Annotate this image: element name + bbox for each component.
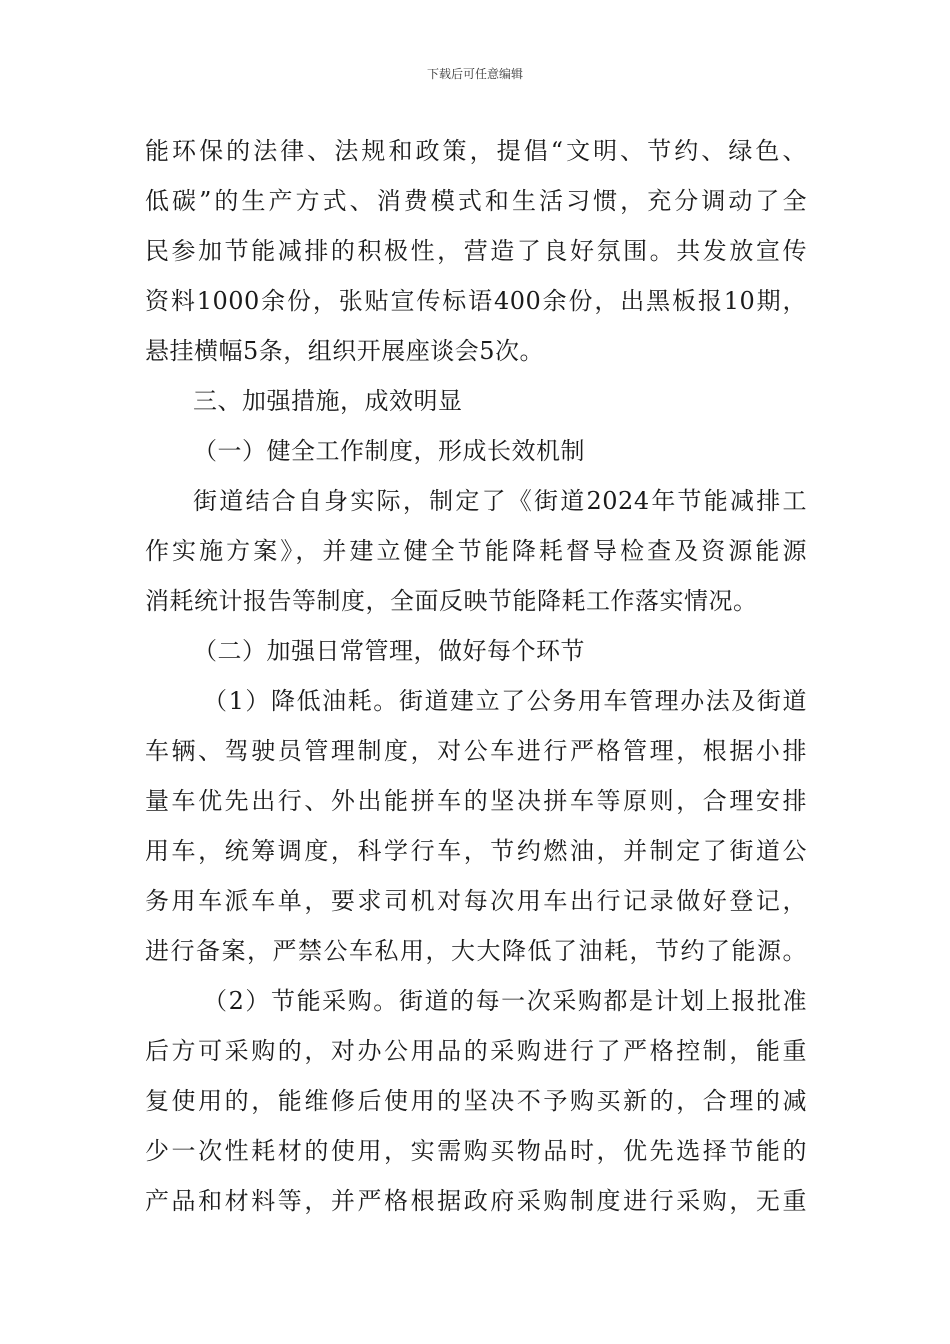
paragraph-end-line: 悬挂横幅5条，组织开展座谈会5次。 [145,337,545,365]
text-line: 作实施方案》，并建立健全节能降耗督导检查及资源能源 [145,537,807,565]
paragraph-end-line: 消耗统计报告等制度，全面反映节能降耗工作落实情况。 [145,587,758,615]
paragraph-end-line: 进行备案，严禁公车私用，大大降低了油耗，节约了能源。 [145,937,807,965]
text-line: 后方可采购的，对办公用品的采购进行了严格控制，能重 [145,1037,807,1065]
text-line: 低碳”的生产方式、消费模式和生活习惯，充分调动了全 [145,187,807,215]
paragraph-first-line: （2）节能采购。街道的每一次采购都是计划上报批准 [203,987,807,1015]
text-line: 能环保的法律、法规和政策，提倡“文明、节约、绿色、 [145,137,807,165]
text-line: 少一次性耗材的使用，实需购买物品时，优先选择节能的 [145,1137,807,1165]
page-header-note: 下载后可任意编辑 [426,67,523,81]
text-line: 资料1000余份，张贴宣传标语400余份，出黑板报10期， [145,287,807,315]
document-body [145,126,807,1226]
text-line: 产品和材料等，并严格根据政府采购制度进行采购，无重 [145,1187,807,1215]
subsection-heading: （二）加强日常管理，做好每个环节 [193,637,585,665]
section-heading: 三、加强措施，成效明显 [193,387,463,415]
text-line: 车辆、驾驶员管理制度，对公车进行严格管理，根据小排 [145,737,807,765]
subsection-heading: （一）健全工作制度，形成长效机制 [193,437,585,465]
paragraph-first-line: 街道结合自身实际，制定了《街道2024年节能减排工 [193,487,807,515]
text-line: 用车，统筹调度，科学行车，节约燃油，并制定了街道公 [145,837,807,865]
text-line: 务用车派车单，要求司机对每次用车出行记录做好登记， [145,887,807,915]
text-line: 复使用的，能维修后使用的坚决不予购买新的，合理的减 [145,1087,807,1115]
text-line: 量车优先出行、外出能拼车的坚决拼车等原则，合理安排 [145,787,807,815]
paragraph-first-line: （1）降低油耗。街道建立了公务用车管理办法及街道 [203,687,807,715]
text-line: 民参加节能减排的积极性，营造了良好氛围。共发放宣传 [145,237,807,265]
